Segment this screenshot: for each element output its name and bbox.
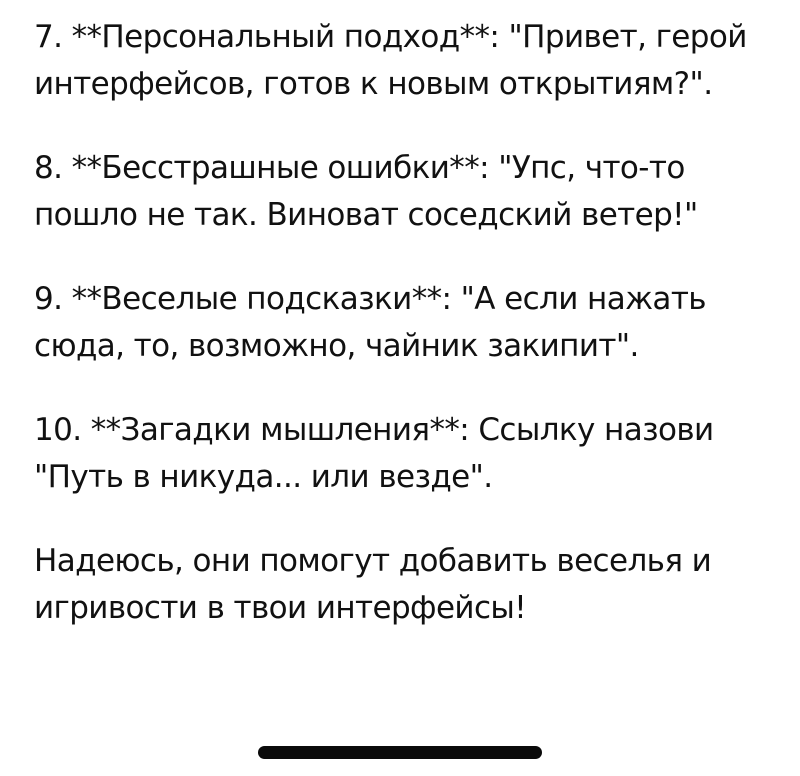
message-paragraph xyxy=(34,276,774,370)
text-line: сюда, то, возможно, чайник закипит". xyxy=(34,328,639,364)
text-line: интерфейсов, готов к новым открытиям?". xyxy=(34,66,713,102)
message-paragraph xyxy=(34,14,774,108)
text-line: 10. **Загадки мышления**: Ссылку назови xyxy=(34,412,714,448)
message-paragraph xyxy=(34,145,774,239)
message-paragraph xyxy=(34,538,774,632)
home-indicator[interactable] xyxy=(258,746,542,759)
text-line: 9. **Веселые подсказки**: "А если нажать xyxy=(34,281,706,317)
text-line: "Путь в никуда... или везде". xyxy=(34,459,493,495)
text-line: 8. **Бесстрашные ошибки**: "Упс, что-то xyxy=(34,150,685,186)
text-line: Надеюсь, они помогут добавить веселья и xyxy=(34,543,712,579)
text-line: пошло не так. Виноват соседский ветер!" xyxy=(34,197,698,233)
message-text xyxy=(34,14,774,669)
message-paragraph xyxy=(34,407,774,501)
text-line: 7. **Персональный подход**: "Привет, герой xyxy=(34,19,747,55)
text-line: игривости в твои интерфейсы! xyxy=(34,590,527,626)
